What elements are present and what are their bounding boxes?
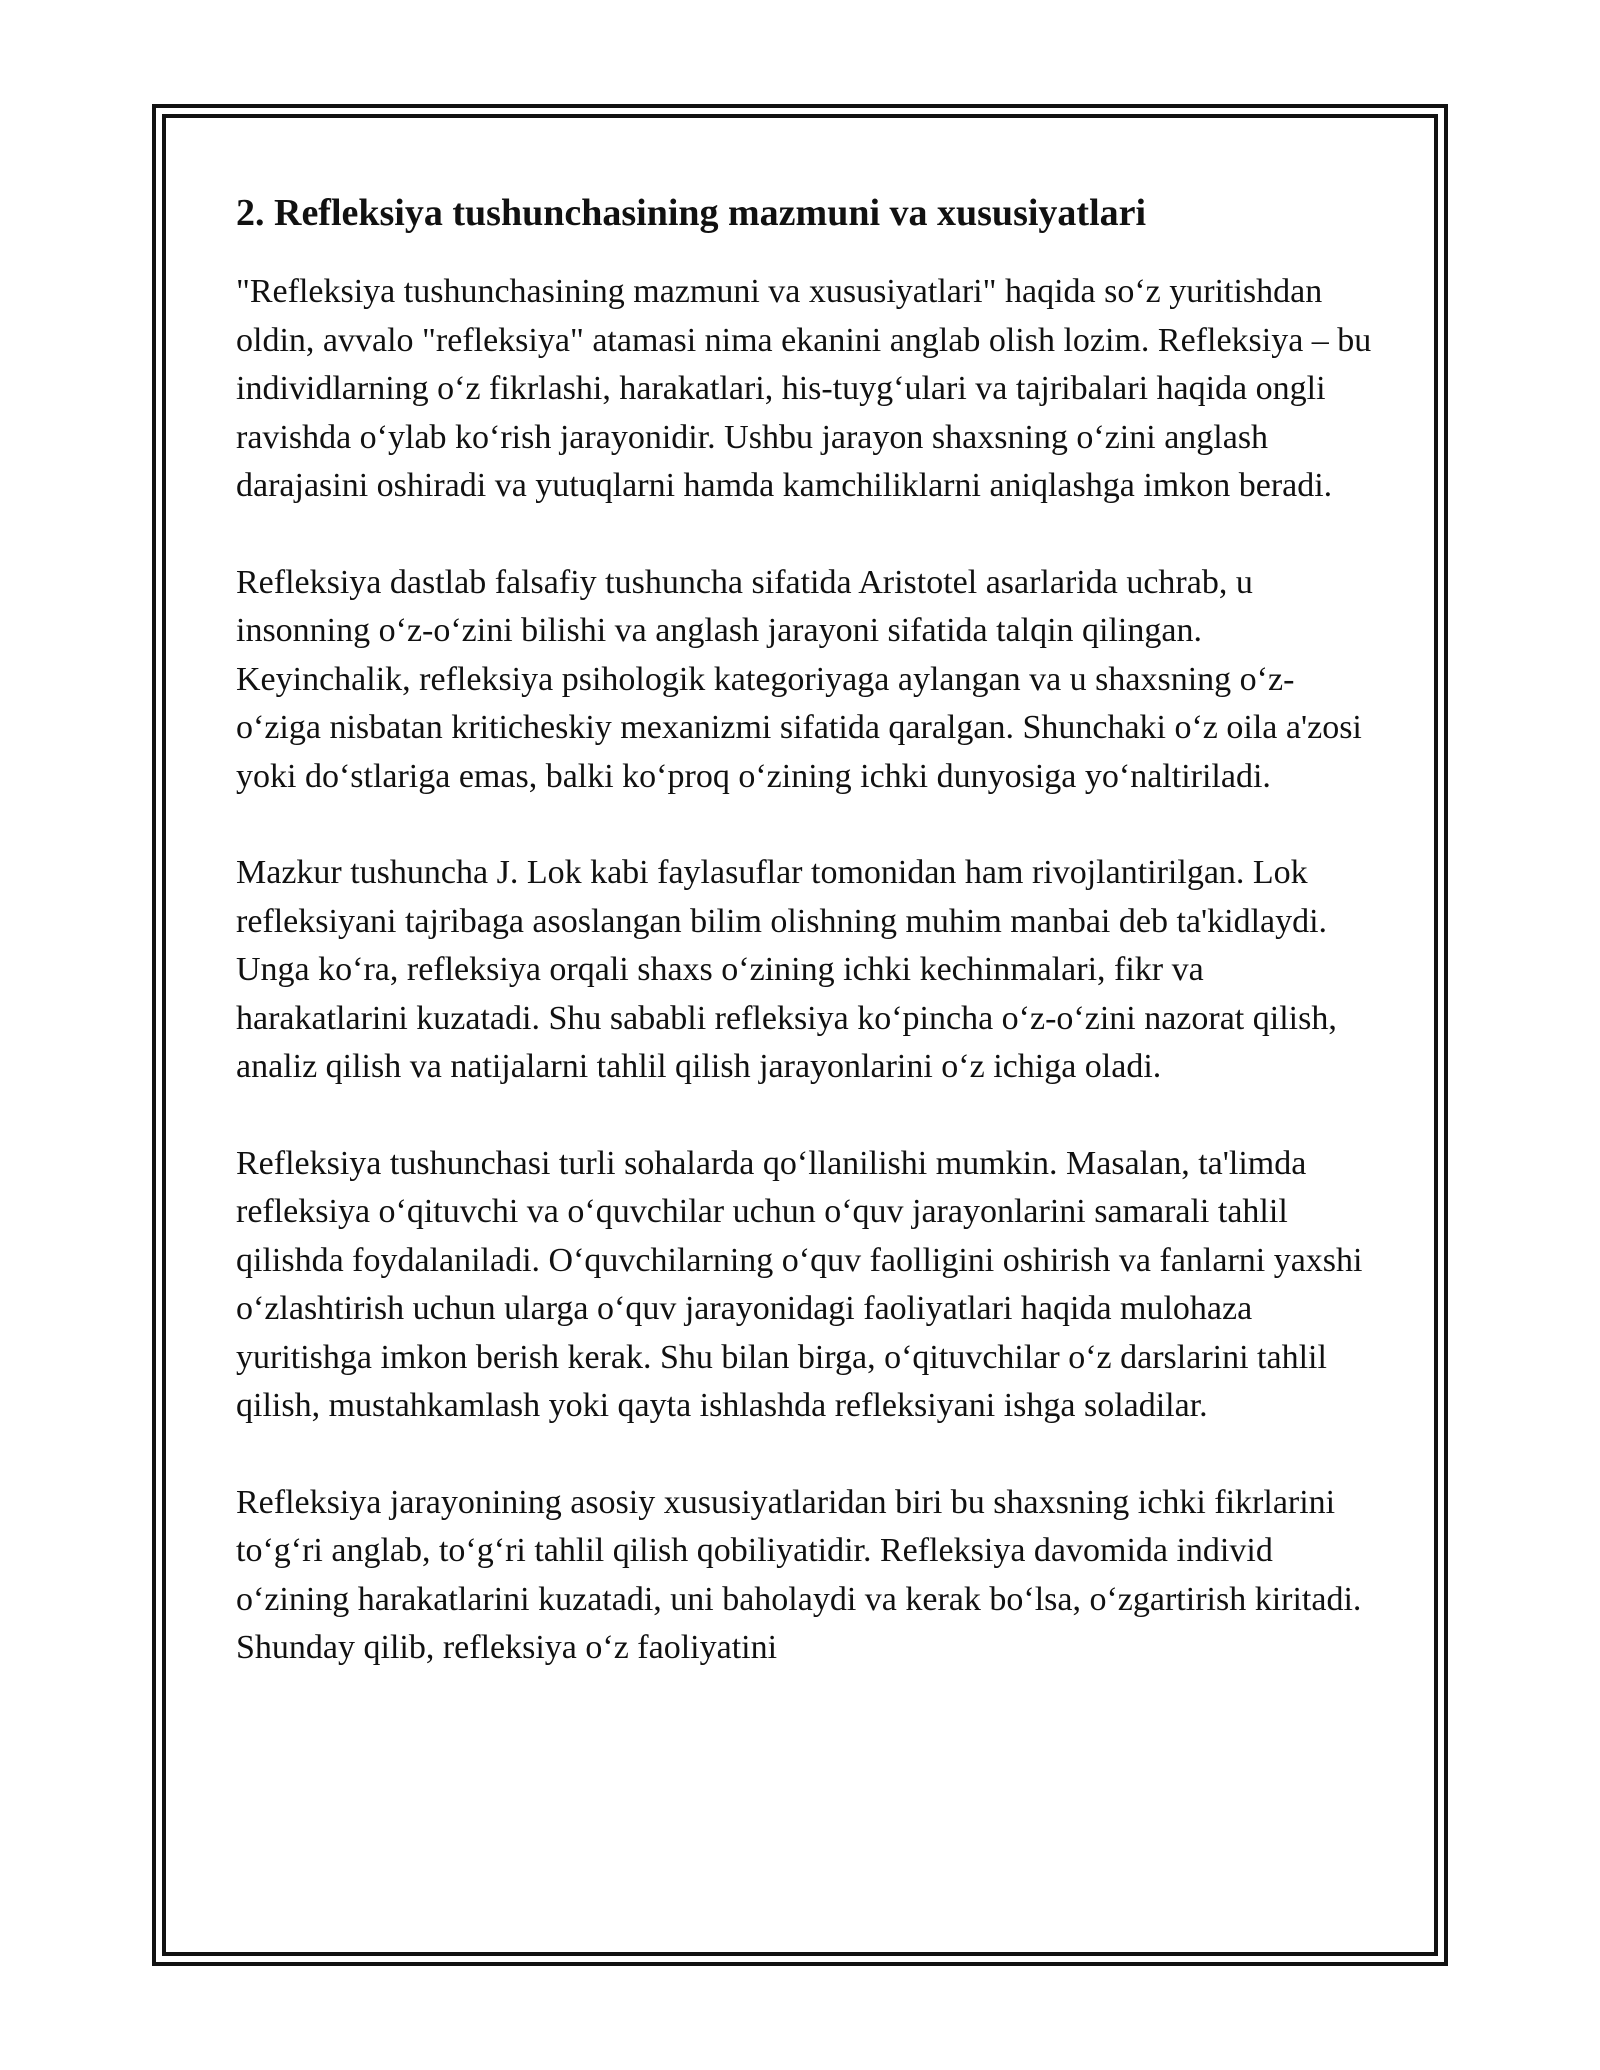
paragraph-2: Refleksiya dastlab falsafiy tushuncha sifatida Aristotel asarlarida uchrab, u insonning o‘z-o‘zini bilishi va anglash jarayoni sifatida talqin qilingan. Keyinchalik, refleksiya psihologik kategoriyaga aylangan va u shaxsning o‘z-o‘ziga nisbatan kriticheskiy mexanizmi sifatida qaralgan. Shunchaki o‘z oila a'zosi yoki do‘stlariga emas, balki ko‘proq o‘zining ichki dunyosiga yo‘naltiriladi. bbox=[236, 563, 1362, 795]
paragraph-5: Refleksiya jarayonining asosiy xususiyatlaridan biri bu shaxsning ichki fikrlarini to‘g‘ri anglab, to‘g‘ri tahlil qilish qobiliyatidir. Refleksiya davomida individ o‘zining harakatlarini kuzatadi, uni baholaydi va kerak bo‘lsa, o‘zgartirish kiritadi. Shunday qilib, refleksiya o‘z faoliyatini bbox=[236, 1483, 1362, 1666]
section-heading: 2. Refleksiya tushunchasining mazmuni va xususiyatlari bbox=[236, 192, 1147, 234]
document-body bbox=[236, 184, 1372, 1673]
paragraph-1: "Refleksiya tushunchasining mazmuni va xususiyatlari" haqida so‘z yuritishdan oldin, avvalo "refleksiya" atamasi nima ekanini anglab olish lozim. Refleksiya – bu individlarning o‘z fikrlashi, harakatlari, his-tuyg‘ulari va tajribalari haqida ongli ravishda o‘ylab ko‘rish jarayonidir. Ushbu jarayon shaxsning o‘zini anglash darajasini oshiradi va yutuqlarni hamda kamchiliklarni aniqlashga imkon beradi. bbox=[236, 273, 1372, 504]
paragraph-3: Mazkur tushuncha J. Lok kabi faylasuflar tomonidan ham rivojlantirilgan. Lok refleksiyani tajribaga asoslangan bilim olishning muhim manbai deb ta'kidlaydi. Unga ko‘ra, refleksiya orqali shaxs o‘zining ichki kechinmalari, fikr va harakatlarini kuzatadi. Shu sababli refleksiya ko‘pincha o‘z-o‘zini nazorat qilish, analiz qilish va natijalarni tahlil qilish jarayonlarini o‘z ichiga oladi. bbox=[236, 854, 1337, 1085]
paragraph-4: Refleksiya tushunchasi turli sohalarda qo‘llanilishi mumkin. Masalan, ta'limda refleksiya o‘qituvchi va o‘quvchilar uchun o‘quv jarayonlarini samarali tahlil qilishda foydalaniladi. O‘quvchilarning o‘quv faolligini oshirish va fanlarni yaxshi o‘zlashtirish uchun ularga o‘quv jarayonidagi faoliyatlari haqida mulohaza yuritishga imkon berish kerak. Shu bilan birga, o‘qituvchilar o‘z darslarini tahlil qilish, mustahkamlash yoki qayta ishlashda refleksiyani ishga soladilar. bbox=[236, 1144, 1363, 1424]
